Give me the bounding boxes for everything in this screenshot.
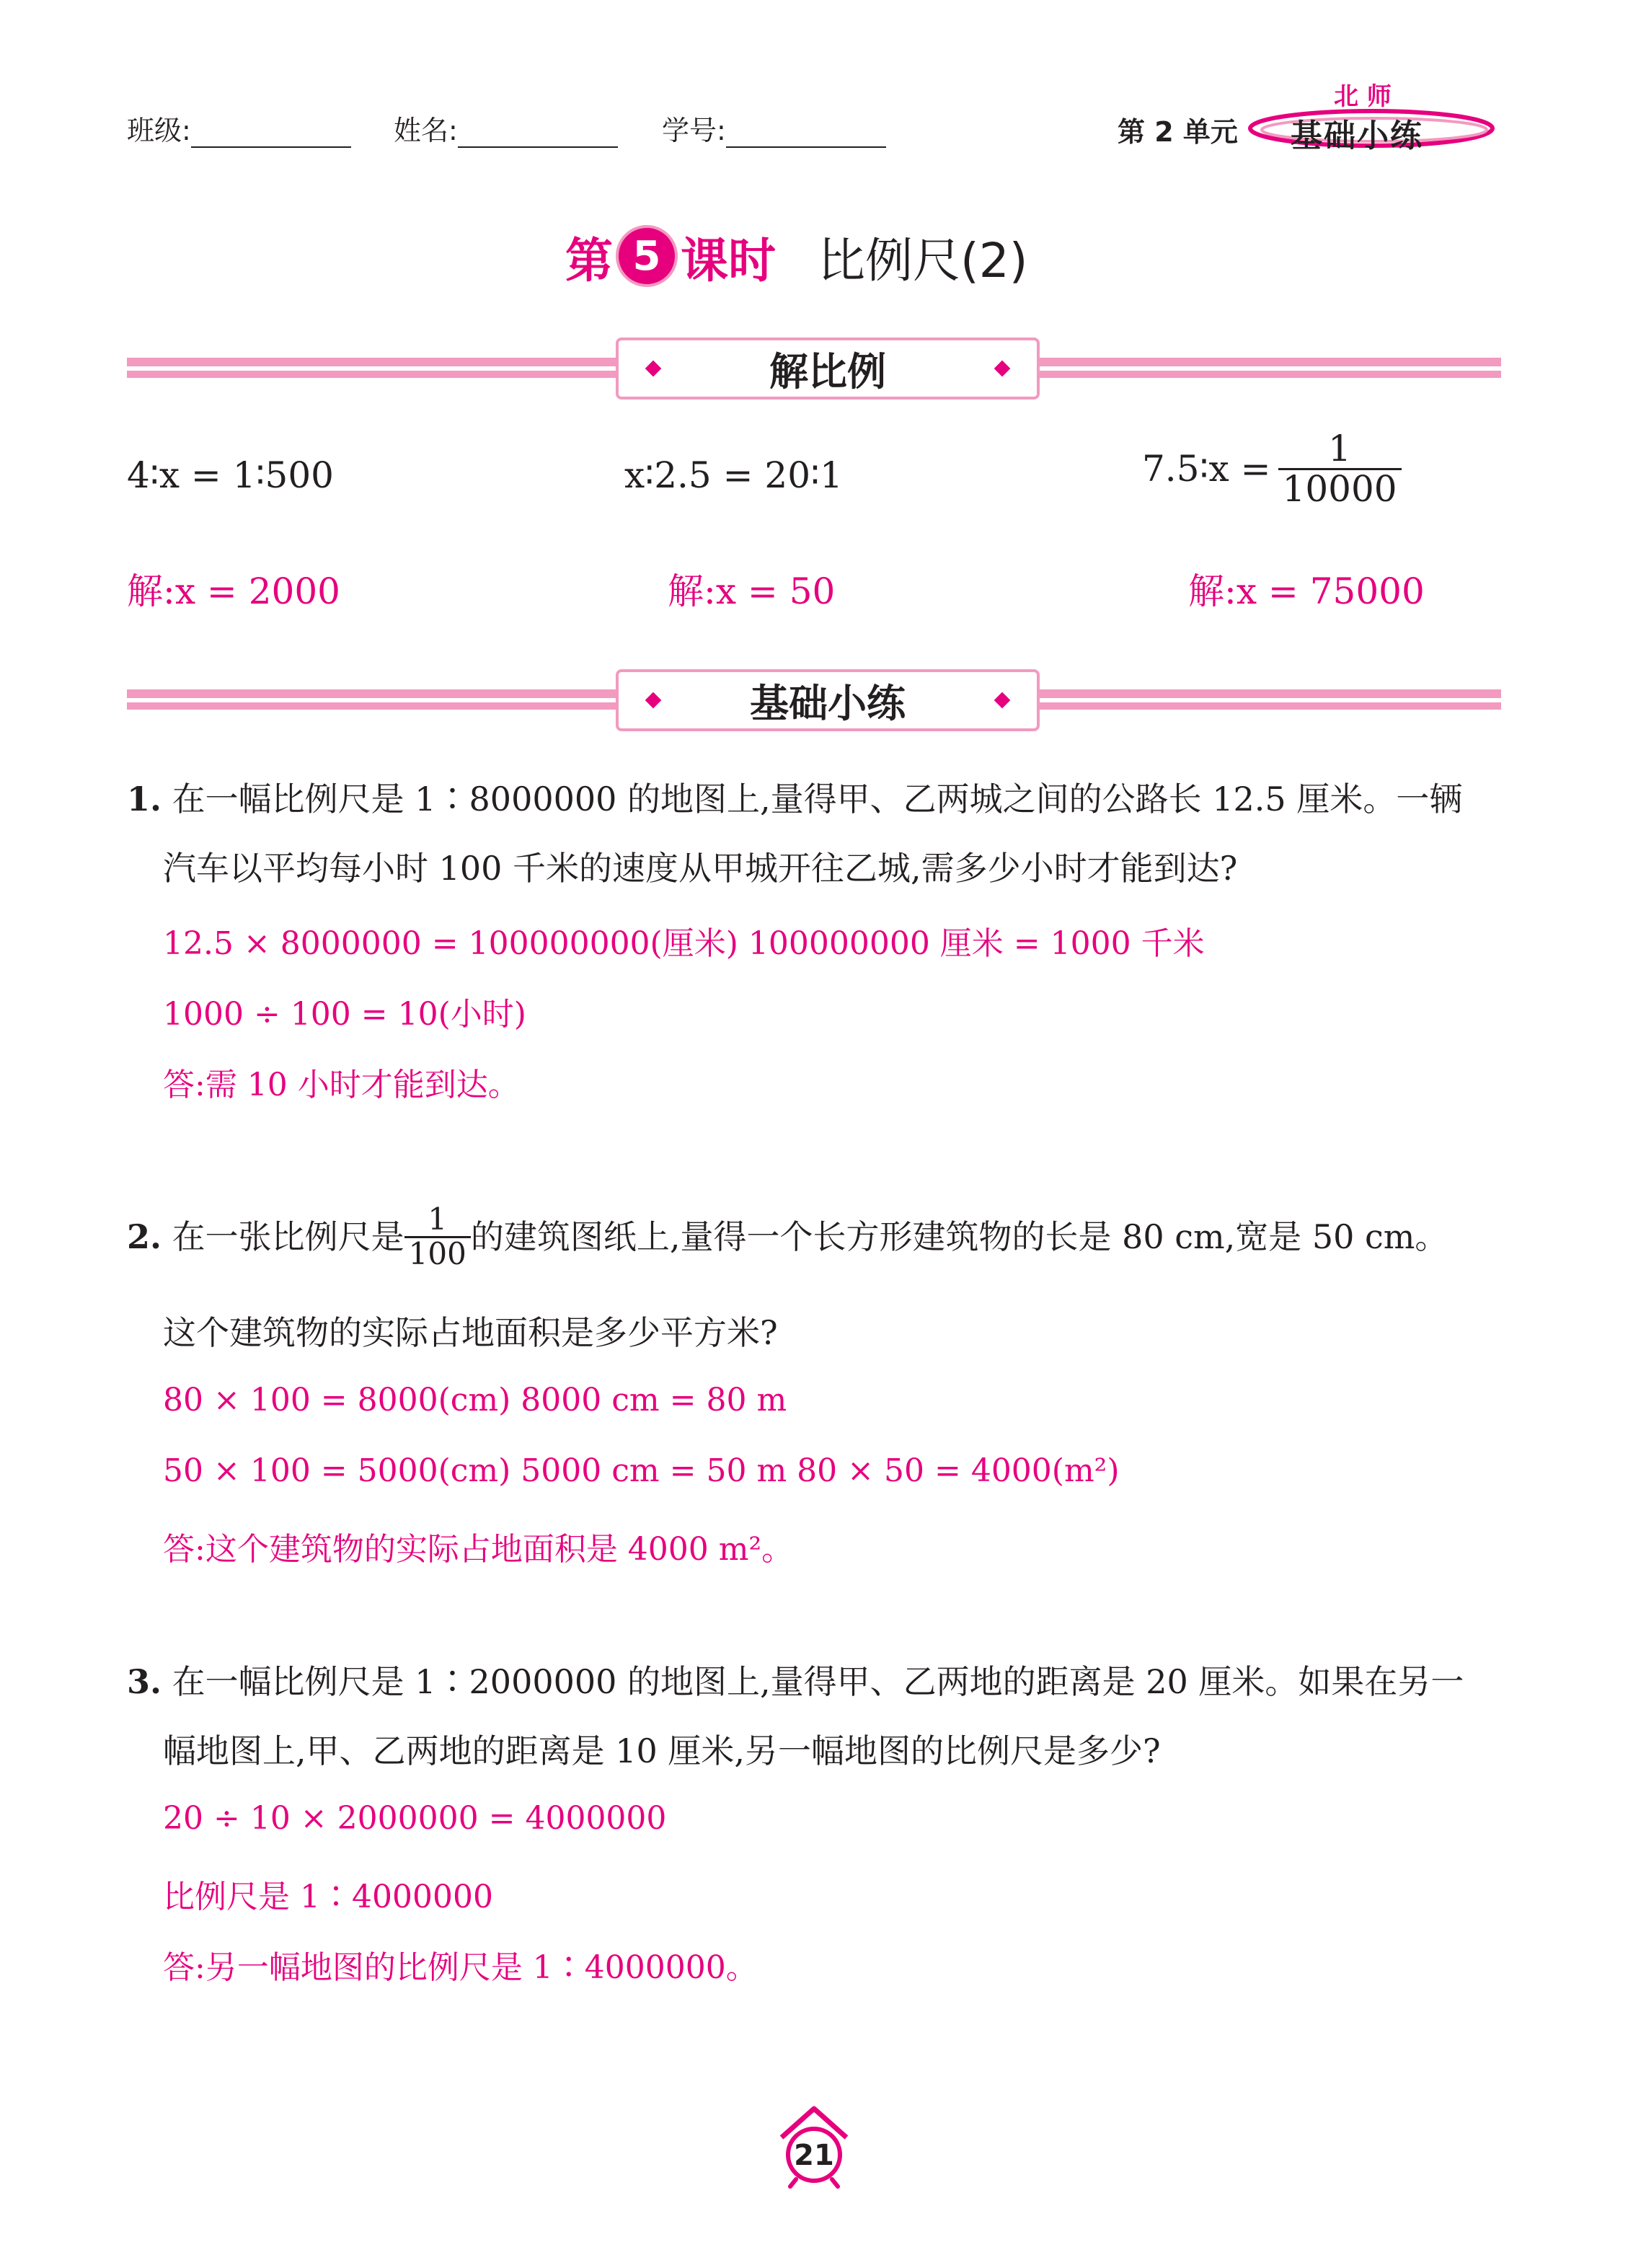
equation-3-left: 7.5∶x = bbox=[1142, 448, 1271, 490]
section1-title: 解比例 bbox=[769, 348, 886, 394]
class-field[interactable] bbox=[127, 108, 351, 148]
question-3 bbox=[127, 1647, 1504, 1786]
lesson-suffix: 课时 bbox=[681, 232, 776, 288]
section2-title: 基础小练 bbox=[750, 680, 906, 726]
question-2-answer: 答:这个建筑物的实际占地面积是 4000 m²。 bbox=[163, 1531, 794, 1568]
question-3-line2: 幅地图上,甲、乙两地的距离是 10 厘米,另一幅地图的比例尺是多少? bbox=[163, 1731, 1161, 1770]
lesson-title bbox=[565, 216, 1028, 296]
question-3-line1: 在一幅比例尺是 1∶2000000 的地图上,量得甲、乙两地的距离是 20 厘米。如果在另一 bbox=[172, 1662, 1464, 1701]
lesson-number-badge bbox=[616, 225, 678, 287]
question-2-line1b: 的建筑图纸上,量得一个长方形建筑物的长是 80 cm,宽是 50 cm。 bbox=[470, 1217, 1448, 1256]
unit-label: 第 2 单元 bbox=[1118, 116, 1238, 148]
question-1-line1: 在一幅比例尺是 1∶8000000 的地图上,量得甲、乙两城之间的公路长 12.5 厘米。一辆 bbox=[172, 780, 1463, 818]
brand-main: 基础小练 bbox=[1291, 118, 1423, 154]
fraction-numerator: 1 bbox=[1328, 428, 1351, 469]
lesson-number: 5 bbox=[632, 232, 661, 280]
diamond-right-icon bbox=[994, 361, 1011, 377]
name-blank[interactable] bbox=[458, 118, 618, 148]
equation-1: 4∶x = 1∶500 bbox=[127, 454, 334, 496]
question-3-solution-1: 20 ÷ 10 × 2000000 = 4000000 bbox=[163, 1800, 667, 1837]
id-blank[interactable] bbox=[726, 118, 886, 148]
question-1-line2: 汽车以平均每小时 100 千米的速度从甲城开往乙城,需多少小时才能到达? bbox=[163, 849, 1238, 888]
brand-top: 北 师 bbox=[1334, 82, 1392, 111]
diamond-left-icon bbox=[645, 361, 662, 377]
diamond-right-icon bbox=[994, 692, 1011, 709]
brand-logo bbox=[1240, 72, 1500, 154]
question-2-solution-1: 80 × 100 = 8000(cm) 8000 cm = 80 m bbox=[163, 1382, 787, 1418]
diamond-left-icon bbox=[645, 692, 662, 709]
page-number: 21 bbox=[794, 2139, 834, 2172]
name-field[interactable] bbox=[394, 108, 618, 148]
lesson-name: 比例尺(2) bbox=[818, 232, 1028, 288]
fraction-denominator: 10000 bbox=[1278, 468, 1402, 508]
answer-1: 解:x = 2000 bbox=[127, 570, 340, 612]
question-1-number: 1. bbox=[127, 780, 162, 818]
class-label: 班级: bbox=[127, 115, 191, 146]
answer-3: 解:x = 75000 bbox=[1188, 570, 1425, 612]
question-3-answer: 答:另一幅地图的比例尺是 1∶4000000。 bbox=[163, 1949, 758, 1986]
question-1-solution-1: 12.5 × 8000000 = 100000000(厘米) 100000000 厘米 = 1000 千米 bbox=[163, 925, 1205, 962]
fraction-numerator: 1 bbox=[428, 1201, 448, 1237]
page-number-badge bbox=[774, 2103, 854, 2189]
name-label: 姓名: bbox=[394, 115, 458, 146]
question-3-number: 3. bbox=[127, 1662, 162, 1701]
question-2-number: 2. bbox=[127, 1217, 162, 1256]
answer-2: 解:x = 50 bbox=[668, 570, 836, 612]
class-blank[interactable] bbox=[191, 118, 351, 148]
id-label: 学号: bbox=[662, 115, 726, 146]
question-2-line2: 这个建筑物的实际占地面积是多少平方米? bbox=[163, 1313, 778, 1352]
id-field[interactable] bbox=[662, 108, 886, 148]
lesson-prefix: 第 bbox=[565, 232, 613, 288]
question-2 bbox=[127, 1197, 1504, 1276]
question-3-solution-2: 比例尺是 1∶4000000 bbox=[163, 1879, 493, 1915]
question-2-solution-2: 50 × 100 = 5000(cm) 5000 cm = 50 m 80 × 50 = 4000(m²) bbox=[163, 1452, 1120, 1489]
equation-2: x∶2.5 = 20∶1 bbox=[624, 454, 843, 496]
equation-3 bbox=[1142, 430, 1402, 508]
question-1-answer: 答:需 10 小时才能到达。 bbox=[163, 1067, 520, 1103]
equation-3-fraction bbox=[1278, 430, 1402, 508]
question-2-scale-fraction bbox=[404, 1201, 471, 1271]
fraction-denominator: 100 bbox=[404, 1236, 471, 1270]
question-1-solution-2: 1000 ÷ 100 = 10(小时) bbox=[163, 996, 526, 1033]
section2-banner bbox=[616, 669, 1040, 731]
section1-banner bbox=[616, 337, 1040, 400]
question-2-line1a: 在一张比例尺是 bbox=[172, 1217, 404, 1256]
question-1 bbox=[127, 764, 1504, 903]
